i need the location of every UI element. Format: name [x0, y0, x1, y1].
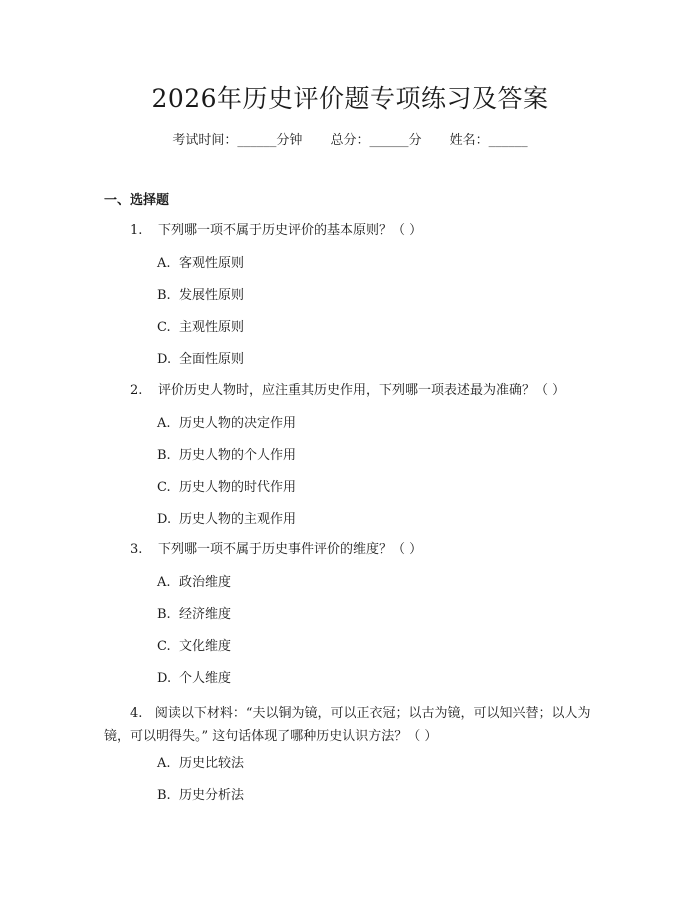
option-text: 客观性原则 [179, 256, 245, 271]
question-text: 下列哪一项不属于历史事件评价的维度？（ ） [158, 542, 423, 557]
option-letter: C. [157, 320, 171, 335]
question-number: 1. [130, 223, 143, 238]
option-letter: C. [157, 480, 171, 495]
name-label: 姓名： [449, 133, 489, 148]
option-text: 主观性原则 [179, 320, 245, 335]
total-score [330, 133, 421, 148]
option-text: 历史比较法 [179, 756, 245, 771]
option-letter: B. [157, 288, 171, 303]
option-1c [157, 318, 244, 338]
option-letter: B. [157, 448, 171, 463]
option-1a [157, 254, 244, 274]
page-title: 2026年历史评价题专项练习及答案 [151, 84, 549, 113]
section-title: 一、选择题 [104, 193, 170, 208]
option-letter: B. [157, 607, 171, 622]
question-3 [130, 540, 610, 560]
option-text: 历史人物的决定作用 [179, 416, 297, 431]
question-number: 4. [130, 706, 143, 721]
option-letter: D. [157, 512, 172, 527]
option-3d [157, 669, 231, 689]
score-blank: ______ [369, 133, 409, 148]
option-text: 历史人物的个人作用 [179, 448, 297, 463]
exam-meta [0, 131, 700, 151]
time-blank: ______ [237, 133, 277, 148]
option-letter: C. [157, 639, 171, 654]
option-text: 文化维度 [179, 639, 232, 654]
option-letter: D. [157, 671, 172, 686]
option-letter: D. [157, 352, 172, 367]
question-2 [130, 381, 610, 401]
score-label: 总分： [330, 133, 370, 148]
option-text: 经济维度 [179, 607, 232, 622]
option-4b [157, 786, 244, 806]
question-number: 2. [130, 383, 143, 398]
option-1d [157, 350, 244, 370]
score-unit: 分 [408, 133, 422, 148]
time-unit: 分钟 [276, 133, 303, 148]
option-letter: A. [157, 256, 171, 271]
question-text: 下列哪一项不属于历史评价的基本原则？（ ） [158, 223, 423, 238]
option-2a [157, 414, 296, 434]
question-1 [130, 221, 610, 241]
option-text: 政治维度 [179, 575, 232, 590]
option-3a [157, 573, 231, 593]
option-letter: A. [157, 416, 171, 431]
option-letter: B. [157, 788, 171, 803]
option-text: 历史人物的时代作用 [179, 480, 297, 495]
question-text: 评价历史人物时，应注重其历史作用，下列哪一项表述最为准确？（ ） [158, 383, 566, 398]
exam-time [172, 133, 302, 148]
option-letter: A. [157, 575, 171, 590]
option-text: 发展性原则 [179, 288, 245, 303]
option-text: 全面性原则 [179, 352, 245, 367]
time-label: 考试时间： [172, 133, 238, 148]
question-number: 3. [130, 542, 143, 557]
option-letter: A. [157, 756, 171, 771]
option-text: 历史分析法 [179, 788, 245, 803]
option-3b [157, 605, 231, 625]
student-name [450, 133, 528, 148]
option-text: 个人维度 [179, 671, 232, 686]
option-2c [157, 478, 296, 498]
option-1b [157, 286, 244, 306]
option-4a [157, 754, 244, 774]
option-2d [157, 510, 296, 530]
name-blank: ______ [488, 133, 528, 148]
option-3c [157, 637, 231, 657]
question-4 [104, 702, 594, 748]
option-text: 历史人物的主观作用 [179, 512, 297, 527]
option-2b [157, 446, 296, 466]
question-text: 阅读以下材料：“夫以铜为镜，可以正衣冠；以古为镜，可以知兴替；以人为镜，可以明得失。” 这句话体现了哪种历史认识方法？（ ） [104, 706, 591, 744]
